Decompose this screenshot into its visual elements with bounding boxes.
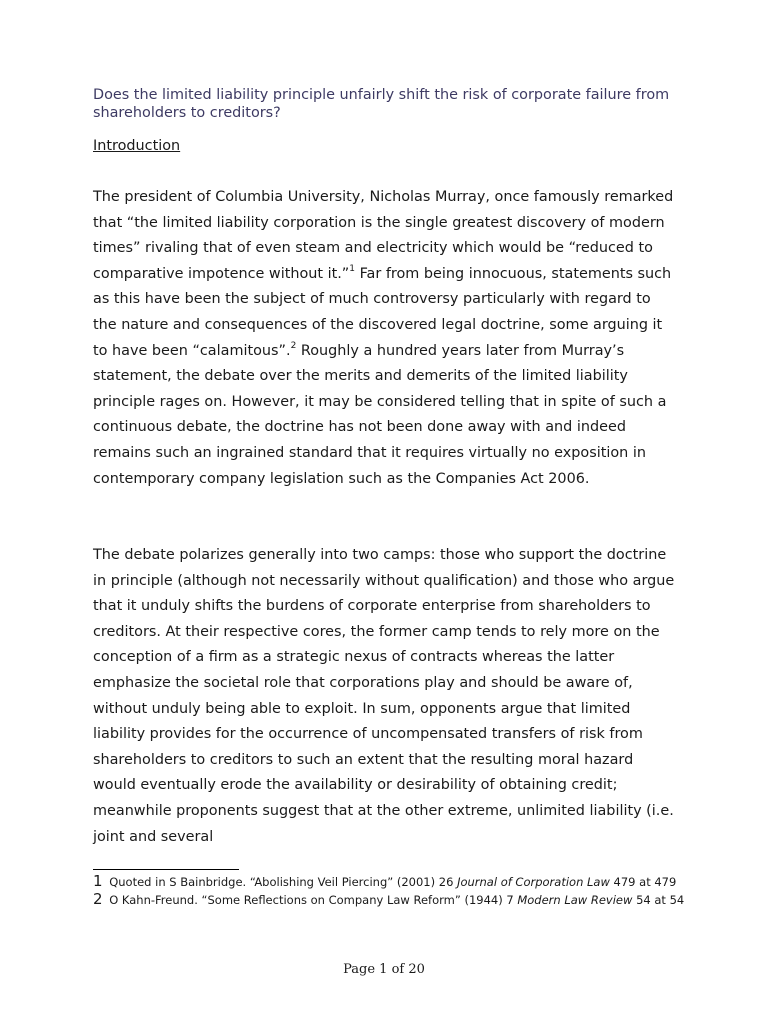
footnote-journal: Journal of Corporation Law: [457, 875, 610, 889]
footnote-number: 2: [93, 890, 103, 908]
footnote-text: O Kahn-Freund. “Some Reflections on Company Law Reform” (1944) 7: [109, 893, 518, 907]
footnote-reference[interactable]: 2: [290, 340, 297, 351]
footnote-reference[interactable]: 1: [349, 263, 355, 274]
paragraph-text: Roughly a hundred years later from Murray’s statement, the debate over the merits and demerits of the limited liability principle rages on. However, it may be considered telling that in spite of such a continuous debate, the doctrine has not been done away with and indeed remains such an ingrained standard that it requires virtually no exposition in contemporary company legislation such as the Companies Act 2006.: [93, 342, 667, 487]
body-paragraph: The debate polarizes generally into two camps: those who support the doctrine in principle (although not necessarily without qualification) and those who argue that it unduly shifts the burdens of corporate enterprise from shareholders to creditors. At their respective cores, the former camp tends to rely more on the conception of a firm as a strategic nexus of contracts whereas the latter emphasize the societal role that corporations play and should be aware of, without unduly being able to exploit. In sum, opponents argue that limited liability provides for the occurrence of uncompensated transfers of risk from shareholders to creditors to such an extent that the resulting moral hazard would eventually erode the availability or desirability of obtaining credit; meanwhile proponents suggest that at the other extreme, unlimited liability (i.e. joint and several: [93, 547, 675, 845]
footnotes: [93, 874, 693, 910]
footnote-separator: [93, 869, 239, 870]
section-heading: Introduction: [93, 138, 181, 154]
footnote-journal: Modern Law Review: [517, 893, 633, 907]
page-number: Page 1 of 20: [343, 962, 425, 977]
footnote: [93, 892, 693, 908]
footnote-text: 54 at 54: [632, 893, 685, 907]
footnote: [93, 874, 693, 890]
body-paragraph: [93, 185, 678, 492]
footnote-text: 479 at 479: [609, 875, 677, 889]
essay-title: Does the limited liability principle unfairly shift the risk of corporate failure from shareholders to creditors?: [93, 87, 670, 121]
footnote-number: 1: [93, 872, 103, 890]
paragraph-text: The president of Columbia University, Nicholas Murray, once famously remarked that “the limited liability corporation is the single greatest discovery of modern times” rivaling that of even steam and electricity which would be “reduced to comparative impotence without it.”: [93, 189, 674, 282]
paragraph-text: Far from being innocuous, statements such as this have been the subject of much controversy particularly with regard to the nature and consequences of the discovered legal doctrine, some arguing it to have been “calamitous”.: [93, 265, 672, 359]
footnote-text: Quoted in S Bainbridge. “Abolishing Veil Piercing” (2001) 26: [109, 875, 458, 889]
